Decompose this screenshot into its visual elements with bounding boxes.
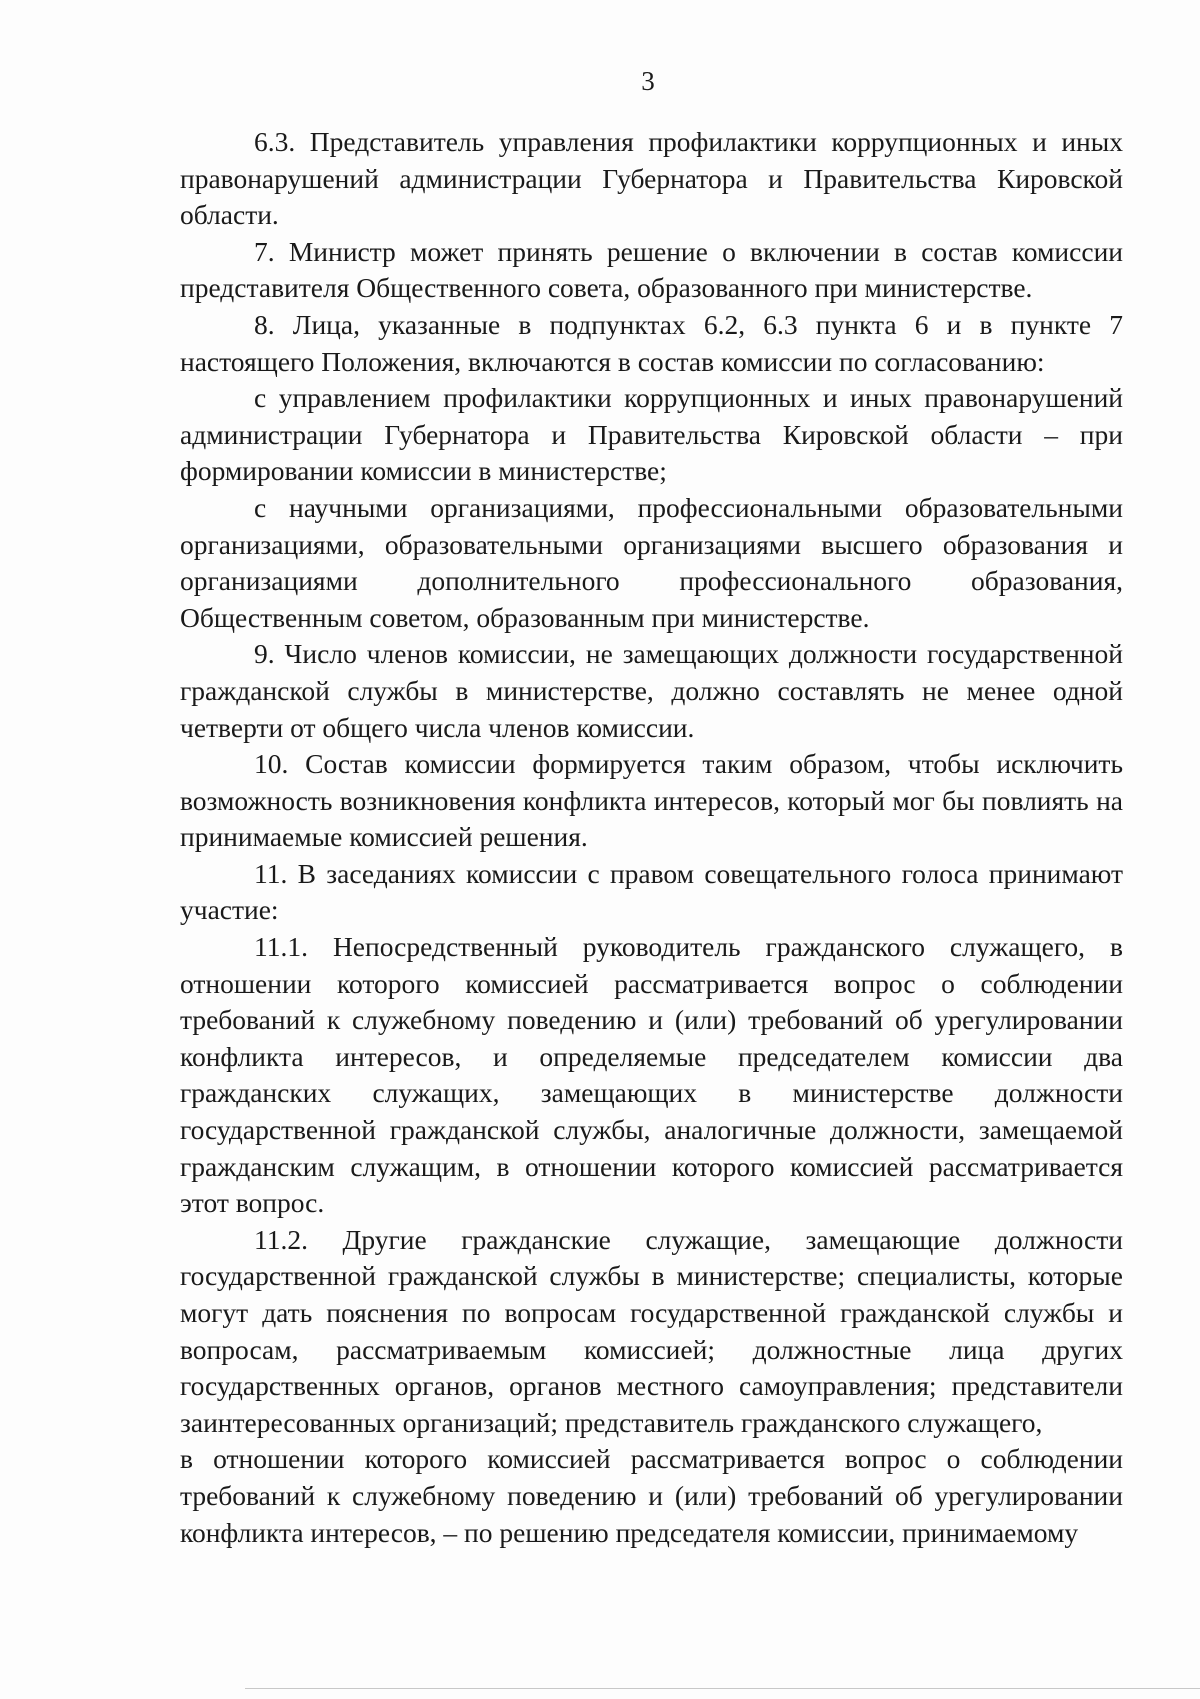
paragraph-11-1: 11.1. Непосредственный руководитель гражданского служащего, в отношении которого комиссией рассматривается вопрос о соблюдении требований к служебному поведению и (или) требований об урегулировании конфликта интересов, и определяемые председателем комиссии два гражданских служащих, замещающих в министерстве должности государственной гражданской службы, аналогичные должности, замещаемой гражданским служащим, в отношении которого комиссией рассматривается этот вопрос. xyxy=(180,931,1123,1219)
paragraph-10: 10. Состав комиссии формируется таким образом, чтобы исключить возможность возникновения конфликта интересов, который мог бы повлиять на принимаемые комиссией решения. xyxy=(180,748,1123,853)
paragraph-7: 7. Министр может принять решение о включении в состав комиссии представителя Общественного совета, образованного при министерстве. xyxy=(180,235,1123,304)
paragraph-8-item-1: с управлением профилактики коррупционных и иных правонарушений администрации Губернатора и Правительства Кировской области – при формировании комиссии в министерстве; xyxy=(180,382,1123,487)
paragraph-8-item-2: с научными организациями, профессиональными образовательными организациями, образовательными организациями высшего образования и организациями дополнительного профессионального образования, Общественным советом, образованным при министерстве. xyxy=(180,491,1123,633)
document-body xyxy=(180,124,1123,1551)
paragraph-11: 11. В заседаниях комиссии с правом совещательного голоса принимают участие: xyxy=(180,857,1123,926)
page-number: 3 xyxy=(641,66,655,96)
paragraph-11-2: 11.2. Другие гражданские служащие, замещающие должности государственной гражданской службы в министерстве; специалисты, которые могут дать пояснения по вопросам государственной гражданской службы и вопросам, рассматриваемым комиссией; должностные лица других государственных органов, органов местного самоуправления; представители заинтересованных организаций; представитель гражданского служащего, xyxy=(180,1223,1123,1438)
paragraph-11-2-continued: в отношении которого комиссией рассматривается вопрос о соблюдении требований к служебному поведению и (или) требований об урегулировании конфликта интересов, – по решению председателя комиссии, принимаемому xyxy=(180,1443,1123,1548)
page-bottom-divider xyxy=(245,1688,1200,1689)
paragraph-9: 9. Число членов комиссии, не замещающих должности государственной гражданской службы в министерстве, должно составлять не менее одной четверти от общего числа членов комиссии. xyxy=(180,638,1123,743)
paragraph-8: 8. Лица, указанные в подпунктах 6.2, 6.3 пункта 6 и в пункте 7 настоящего Положения, включаются в состав комиссии по согласованию: xyxy=(180,308,1123,377)
paragraph-6-3: 6.3. Представитель управления профилактики коррупционных и иных правонарушений администрации Губернатора и Правительства Кировской области. xyxy=(180,126,1123,231)
